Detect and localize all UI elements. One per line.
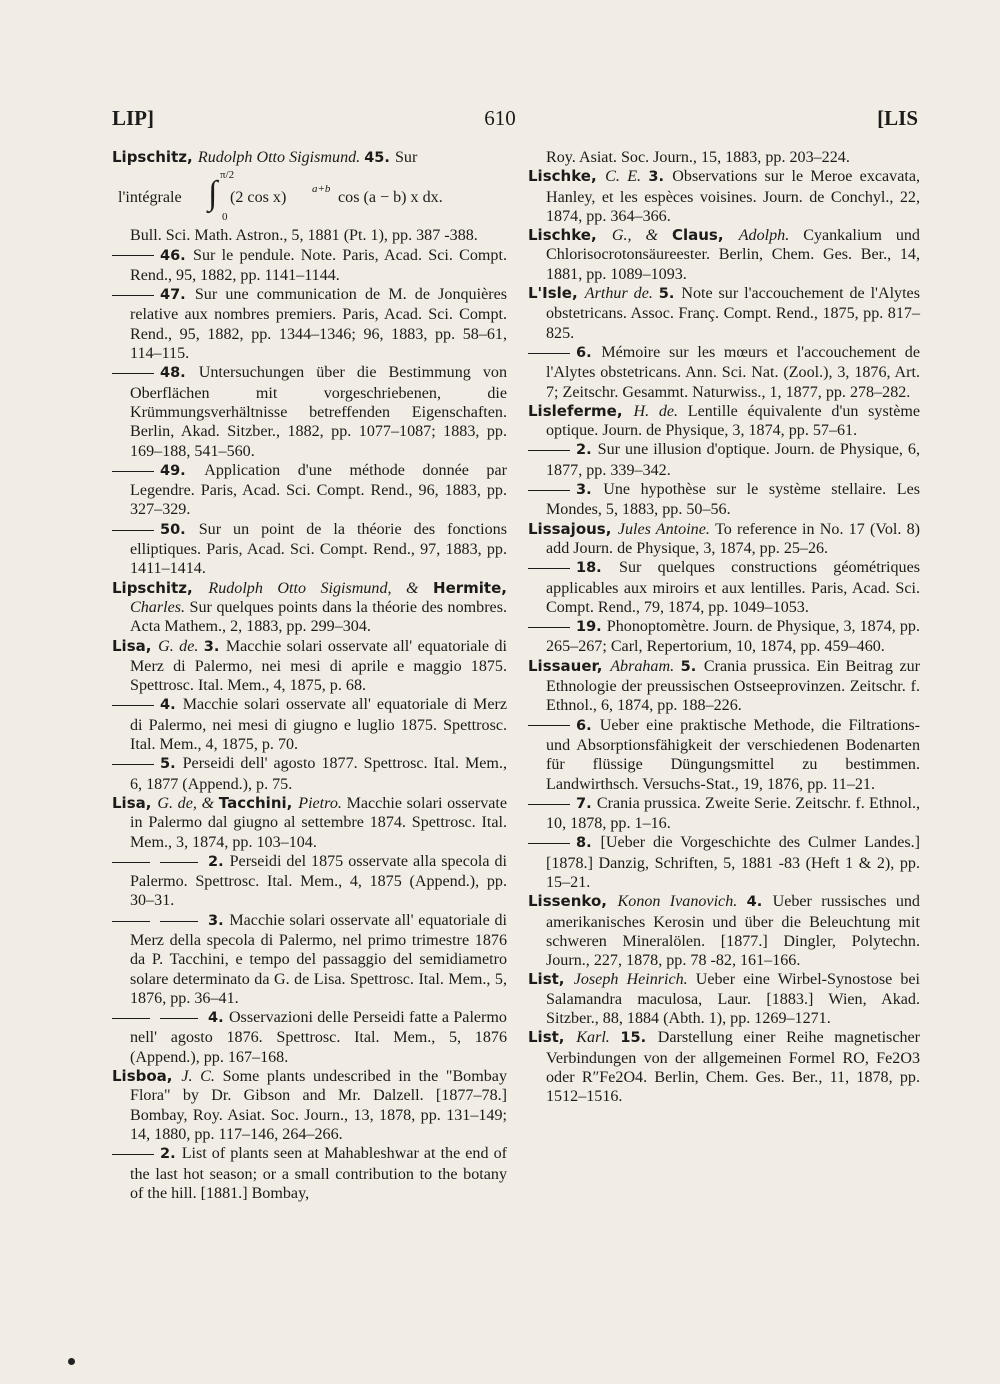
coauthor-name: Tacchini, [218, 793, 299, 812]
right-entry [528, 558, 920, 617]
author-name: Lisa, [112, 636, 159, 655]
left-entry [112, 852, 507, 911]
entry-number: 6. [576, 344, 602, 361]
author-forenames: Konon Ivanovich. [617, 893, 747, 911]
entry-text: Observations sur le Meroe excavata, Hanley, et les espèces voisines. Journ. de Conchyl., 22, 1874, pp. 364–366. [546, 168, 920, 225]
entry-text: Roy. Asiat. Soc. Journ., 15, 1883, pp. 203–224. [546, 149, 850, 166]
left-entry [112, 1144, 507, 1203]
ditto-dash [112, 295, 154, 296]
ditto-dash [112, 471, 154, 472]
ditto-dash [112, 705, 154, 706]
left-entry [112, 754, 507, 794]
author-forenames: Arthur de. [584, 285, 659, 303]
author-forenames: G. de. [158, 637, 204, 655]
author-name: Lisboa, [112, 1067, 182, 1086]
ditto-dash [160, 1018, 198, 1019]
ditto-dash [112, 1154, 154, 1155]
entry-number: 45. [364, 150, 395, 166]
author-forenames: Abraham. [610, 657, 681, 675]
entry-number: 3. [203, 638, 226, 655]
entry-number: 48. [160, 365, 199, 382]
author-forenames: C. E. [605, 168, 649, 186]
author-name: Lipschitz, [112, 578, 209, 597]
right-entry [528, 970, 920, 1028]
entry-text: Bull. Sci. Math. Astron., 5, 1881 (Pt. 1), pp. 387 -388. [130, 227, 478, 245]
ditto-dash [112, 862, 150, 863]
author-name: L'Isle, [528, 284, 585, 303]
entry-number: 6. [576, 717, 600, 734]
left-entry [112, 363, 507, 460]
entry-text: Sur le pendule. Note. Paris, Acad. Sci. Compt. Rend., 95, 1882, pp. 1141–1144. [130, 246, 507, 284]
entry-text: Cyankalium und Chlorisocrotonsäureester. Berlin, Chem. Ges. Ber., 14, 1881, pp. 1089–1093. [546, 227, 920, 283]
entry-text: Ueber russisches und amerikanisches Kerosin und über die Beleuchtung mit schweren Mineralölen. [1877.] Dingler, Polytechn. Journ., 227, 1878, pp. 78 -82, 161–166. [546, 893, 920, 970]
left-entry [112, 637, 507, 696]
entry-text: Macchie solari osservate in Palermo dal giugno al settembre 1874. Spettrosc. Ital. Mem., 3, 1874, pp. 103–104. [130, 794, 507, 851]
ditto-dash [528, 450, 570, 451]
integral-lower-limit: 0 [222, 211, 228, 224]
right-entry [528, 343, 920, 402]
entry-text: Application d'une méthode donnée par Legendre. Paris, Acad. Sci. Compt. Rend., 96, 1883, pp. 327–329. [130, 461, 507, 519]
coauthor-forenames: Charles. [130, 598, 190, 616]
entry-text: Untersuchungen über die Bestimmung von Oberflächen mit vorgeschriebenen, die Krümmungsverhältnisse betreffenden Eigenschaften. Berlin, Akad. Sitzber., 1882, pp. 1077–1087; 1883, pp. 169–188, 541–560. [130, 364, 507, 460]
right-entry [528, 480, 920, 520]
entry-text: Sur un point de la théorie des fonctions elliptiques. Paris, Acad. Sci. Compt. Rend., 97, 1883, pp. 1411–1414. [130, 520, 507, 578]
entry-number: 8. [576, 835, 601, 852]
right-column [528, 148, 920, 1107]
entry-text: Phonoptomètre. Journ. de Physique, 3, 1874, pp. 265–267; Carl, Repertorium, 10, 1874, pp. 459–460. [546, 618, 920, 656]
entry-text: Ueber eine Wirbel-Synostose bei Salamandra maculosa, Laur. [1883.] Wien, Akad. Sitzber., 88, 1884 (Abth. 1), pp. 1269–1271. [546, 971, 921, 1028]
right-entry [528, 167, 920, 226]
author-name: Lissauer, [528, 656, 611, 675]
right-entry [528, 716, 920, 794]
entry-text: Sur une communication de M. de Jonquières relative aux nombres premiers. Paris, Acad. Sci. Compt. Rend., 95, 1882, pp. 1344–1346; 96, 1883, pp. 58–61, 114–115. [130, 286, 507, 363]
integral-sign: ∫ [208, 175, 218, 213]
coauthor-name: Claus, [671, 226, 739, 245]
entry-text: [Ueber die Vorgeschichte des Culmer Landes.] [1878.] Danzig, Schriften, 5, 1881 -83 (Heft 1 & 2), pp. 15–21. [546, 834, 920, 891]
coauthor-forenames: Adolph. [738, 227, 804, 245]
entry-text: Sur quelques constructions géométriques applicables aux miroirs et aux lentilles. Paris, Acad. Sci. Compt. Rend., 79, 1874, pp. 1049–1053. [546, 559, 920, 616]
entry-number: 4. [746, 894, 773, 911]
left-entry [112, 794, 507, 852]
entry-text: Perseidi del 1875 osservate alla specola di Palermo. Spettrosc. Ital. Mem., 4, 1875 (Append.), pp. 30–31. [130, 852, 507, 910]
integral-upper-limit: π/2 [220, 169, 235, 182]
page-number: 610 [484, 106, 516, 130]
entry-text: Macchie solari osservate all' equatoriale di Merz di Palermo, nei mesi di aprile e maggio 1875. Spettrosc. Ital. Mem., 4, 1875, p. 68. [130, 637, 507, 695]
ditto-dash [528, 353, 570, 354]
right-entry [528, 402, 920, 441]
left-entry [112, 1067, 507, 1144]
author-name: Lischke, [528, 167, 606, 186]
entry-text: To reference in No. 17 (Vol. 8) add Journ. de Physique, 3, 1874, pp. 25–26. [546, 520, 920, 557]
author-name: List, [528, 1028, 577, 1047]
author-name: List, [528, 970, 574, 989]
running-head-right: [LIS [877, 106, 918, 130]
author-forenames: Rudolph Otto Sigismund, & [208, 579, 434, 597]
left-entry [112, 695, 507, 754]
entry-text: Darstellung einer Reihe magnetischer Verbindungen von der allgemeinen Formel RO, Fe2O3 oder R″Fe2O4. Berlin, Chem. Ges. Ber., 11, 1878, pp. 1512–1516. [546, 1029, 921, 1106]
entry-number: 3. [648, 169, 673, 186]
entry-text: Crania prussica. Ein Beitrag zur Ethnologie der preussischen Ostseeprovinzen. Zeitschr. f. Ethnol., 6, 1874, pp. 188–226. [546, 657, 920, 715]
ditto-dash [160, 921, 198, 922]
entry-text: Une hypothèse sur le système stellaire. Les Mondes, 5, 1883, pp. 50–56. [546, 481, 920, 519]
entry-number: 5. [658, 286, 682, 303]
left-entry [112, 148, 507, 168]
ditto-dash [160, 862, 198, 863]
entry-number: 5. [680, 658, 704, 675]
right-entry [528, 148, 920, 167]
ditto-dash [528, 725, 570, 726]
entry-number: 50. [160, 521, 199, 538]
entry-number: 18. [576, 560, 620, 577]
ditto-dash [112, 1018, 150, 1019]
entry-number: 3. [208, 912, 230, 929]
left-entry [112, 461, 507, 520]
author-name: Lisa, [112, 793, 158, 812]
entry-text: Sur quelques points dans la théorie des nombres. Acta Mathem., 2, 1883, pp. 299–304. [130, 598, 507, 636]
left-entry [112, 246, 507, 286]
coauthor-forenames: Pietro. [298, 794, 347, 812]
entry-number: 2. [576, 442, 598, 459]
right-entry [528, 794, 920, 834]
entry-number: 5. [160, 756, 183, 773]
ditto-dash [528, 627, 570, 628]
page-header [0, 106, 1000, 140]
author-name: Lischke, [528, 226, 612, 245]
entry-number: 49. [160, 462, 205, 479]
formula-exponent: a+b [312, 183, 331, 196]
author-forenames: Rudolph Otto Sigismund. [197, 149, 365, 166]
entry-number: 2. [208, 853, 230, 870]
author-name: Lissenko, [528, 892, 618, 911]
right-entry [528, 520, 920, 559]
author-forenames: G. de, & [157, 794, 219, 812]
ditto-dash [112, 530, 154, 531]
ditto-dash [528, 568, 570, 569]
right-entry [528, 1028, 920, 1106]
left-entry [112, 911, 507, 1008]
entry-number: 15. [620, 1030, 658, 1047]
ditto-dash [528, 490, 570, 491]
right-entry [528, 440, 920, 480]
author-name: Lissajous, [528, 519, 618, 538]
entry-text: Osservazioni delle Perseidi fatte a Palermo nell' agosto 1876. Spettrosc. Ital. Mem., 5, 1876 (Append.), pp. 167–168. [130, 1009, 507, 1066]
coauthor-name: Hermite, [433, 578, 507, 597]
entry-number: 3. [576, 482, 604, 499]
entry-text: Sur une illusion d'optique. Journ. de Physique, 6, 1877, pp. 339–342. [546, 441, 920, 479]
running-head-left: LIP] [112, 106, 154, 130]
right-entry [528, 226, 920, 284]
entry-number: 47. [160, 287, 195, 304]
ditto-dash [112, 255, 154, 256]
ditto-dash [112, 373, 154, 374]
entry-text: Macchie solari osservate all' equatoriale di Merz della specola di Palermo, nel primo trimestre 1876 da P. Tacchini, e tempo del passaggio del semidiametro solare determinato da G. de Lisa. Spettrosc. Ital. Mem., 5, 1876, pp. 36–41. [130, 911, 507, 1007]
left-entry [112, 1008, 507, 1067]
author-forenames: Karl. [576, 1029, 621, 1047]
formula-body: (2 cos x) [230, 189, 287, 207]
entry-text: Crania prussica. Zweite Serie. Zeitschr. f. Ethnol., 10, 1878, pp. 1–16. [546, 794, 920, 833]
right-entry [528, 284, 920, 343]
left-entry [112, 226, 507, 245]
right-entry [528, 617, 920, 657]
left-entry [112, 168, 507, 226]
entry-text: Ueber eine praktische Methode, die Filtrations- und Absorptionsfähigkeit der verschiedenen Bodenarten für flüssige Düngungsmittel zu bestimmen. Landwirthsch. Versuchs-Stat., 19, 1876, pp. 11–21. [546, 716, 920, 793]
author-name: Lipschitz, [112, 148, 198, 166]
author-name: Lisleferme, [528, 401, 634, 420]
author-forenames: H. de. [633, 402, 688, 420]
author-forenames: Jules Antoine. [617, 520, 716, 538]
entry-number: 2. [160, 1146, 182, 1163]
ditto-dash [112, 921, 150, 922]
author-forenames: G., & [611, 227, 672, 245]
right-entry [528, 833, 920, 892]
right-entry [528, 892, 920, 970]
ditto-dash [112, 764, 154, 765]
formula-rest: cos (a − b) x dx. [338, 189, 443, 207]
entry-text: List of plants seen at Mahableshwar at the end of the last hot season; or a small contribution to the botany of the hill. [1881.] Bombay, [130, 1145, 507, 1202]
left-entry [112, 285, 507, 363]
entry-text: Lentille équivalente d'un système optique. Journ. de Physique, 3, 1874, pp. 57–61. [546, 402, 921, 440]
entry-number: 19. [576, 619, 607, 636]
left-entry [112, 520, 507, 579]
entry-text: Some plants undescribed in the "Bombay Flora" by Dr. Gibson and Mr. Dalzell. [1877–78.] Bombay, Roy. Asiat. Soc. Journ., 13, 1878, pp. 131–149; 14, 1880, pp. 117–146, 264–266. [130, 1068, 507, 1143]
ditto-dash [528, 804, 570, 805]
author-forenames: J. C. [181, 1068, 223, 1086]
left-column [112, 148, 507, 1203]
formula-prefix: l'intégrale [118, 189, 182, 207]
ink-speck [68, 1358, 75, 1365]
entry-number: 4. [208, 1010, 229, 1027]
entry-text: Perseidi dell' agosto 1877. Spettrosc. Ital. Mem., 6, 1877 (Append.), p. 75. [130, 755, 507, 793]
author-forenames: Joseph Heinrich. [573, 971, 696, 989]
right-entry [528, 657, 920, 716]
ditto-dash [528, 843, 570, 844]
entry-number: 7. [576, 795, 597, 812]
entry-text: Sur [394, 149, 418, 166]
entry-text: Macchie solari osservate all' equatoriale di Merz di Palermo, nei mesi di giugno e luglio 1875. Spettrosc. Ital. Mem., 4, 1875, p. 70. [130, 696, 507, 754]
left-entry [112, 579, 507, 637]
entry-number: 4. [160, 697, 183, 714]
entry-text: Mémoire sur les mœurs et l'accouchement de l'Alytes obstetricans. Ann. Sci. Nat. (Zool.), 3, 1876, Art. 7; Zeitschr. Gesammt. Naturwiss., 1, 1877, pp. 278–282. [546, 343, 920, 401]
entry-text: Note sur l'accouchement de l'Alytes obstetricans. Assoc. Franç. Compt. Rend., 1875, pp. 817–825. [546, 285, 920, 342]
entry-number: 46. [160, 247, 193, 264]
